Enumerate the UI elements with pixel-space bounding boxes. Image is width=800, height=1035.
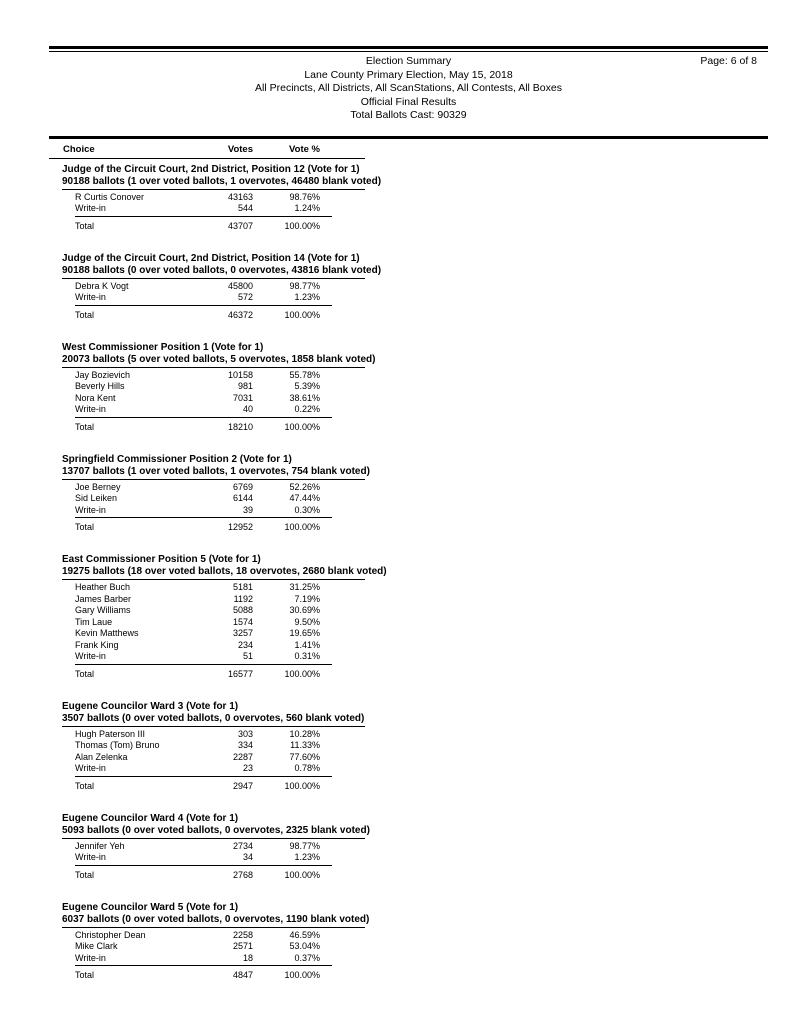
candidate-name: Write-in (75, 203, 106, 213)
contest-title: East Commissioner Position 5 (Vote for 1) (62, 554, 261, 565)
column-header-votes: Votes (227, 143, 253, 155)
candidate-vote-pct: 1.23% (294, 292, 320, 302)
candidate-name: Write-in (75, 404, 106, 414)
candidate-rows (49, 192, 768, 217)
candidate-vote-pct: 10.28% (289, 728, 320, 739)
candidate-votes: 39 (242, 504, 253, 515)
total-vote-pct: 100.00% (284, 309, 320, 320)
candidate-votes: 2571 (232, 941, 253, 951)
candidate-vote-pct: 5.39% (294, 381, 320, 391)
candidate-row (75, 393, 332, 405)
candidate-vote-pct: 1.24% (294, 203, 320, 213)
candidate-votes: 544 (237, 203, 253, 213)
candidate-vote-pct: 53.04% (289, 941, 320, 951)
total-vote-pct: 100.00% (284, 780, 320, 791)
candidate-row (75, 605, 332, 617)
total-row (75, 780, 332, 792)
candidate-votes: 5088 (232, 605, 253, 615)
total-votes: 4847 (232, 970, 253, 980)
contest-ballots-summary: 6037 ballots (0 over voted ballots, 0 overvotes, 1190 blank voted) (62, 914, 365, 928)
total-label: Total (75, 780, 95, 791)
contest-ballots-summary: 20073 ballots (5 over voted ballots, 5 overvotes, 1858 blank voted) (62, 354, 365, 368)
candidate-vote-pct: 19.65% (289, 628, 320, 638)
contest-title: Eugene Councilor Ward 5 (Vote for 1) (62, 901, 239, 913)
total-label: Total (75, 668, 95, 679)
candidate-vote-pct: 77.60% (289, 751, 320, 762)
candidate-row (75, 582, 332, 594)
candidate-row (75, 281, 332, 293)
total-votes: 2947 (232, 780, 253, 791)
candidate-vote-pct: 1.23% (294, 852, 320, 862)
contest-title: Eugene Councilor Ward 3 (Vote for 1) (62, 700, 239, 712)
candidate-votes: 10158 (227, 369, 253, 380)
candidate-votes: 2287 (232, 751, 253, 762)
candidate-name: Nora Kent (75, 392, 116, 403)
candidate-row (75, 617, 332, 629)
candidate-row (75, 763, 332, 777)
candidate-votes: 34 (242, 852, 253, 862)
candidate-votes: 18 (242, 952, 253, 963)
candidate-name: Debra K Vogt (75, 280, 129, 291)
candidate-name: Christopher Dean (75, 929, 146, 940)
contest-block (49, 164, 768, 232)
candidate-name: Gary Williams (75, 605, 131, 615)
total-row (75, 220, 332, 232)
candidate-vote-pct: 52.26% (289, 481, 320, 492)
candidate-vote-pct: 98.77% (289, 280, 320, 291)
candidate-votes: 2258 (232, 929, 253, 940)
candidate-vote-pct: 1.41% (294, 639, 320, 650)
candidate-row (75, 404, 332, 418)
candidate-vote-pct: 46.59% (289, 929, 320, 940)
total-votes: 16577 (227, 668, 253, 679)
candidate-name: Sid Leiken (75, 493, 118, 503)
candidate-row (75, 292, 332, 306)
candidate-vote-pct: 31.25% (289, 582, 320, 592)
candidate-row (75, 841, 332, 853)
total-label: Total (75, 522, 95, 532)
column-header-vote-pct: Vote % (289, 143, 320, 155)
candidate-votes: 45800 (227, 280, 253, 291)
candidate-votes: 6769 (232, 481, 253, 492)
candidate-row (75, 628, 332, 640)
candidate-name: Thomas (Tom) Bruno (75, 740, 160, 750)
candidate-name: Write-in (75, 504, 106, 515)
total-votes: 43707 (227, 220, 253, 231)
total-row (75, 668, 332, 680)
contest-ballots-summary: 90188 ballots (1 over voted ballots, 1 overvotes, 46480 blank voted) (62, 176, 365, 190)
candidate-votes: 5181 (232, 582, 253, 592)
candidate-votes: 23 (242, 763, 253, 773)
candidate-name: Jay Bozievich (75, 369, 131, 380)
total-row (75, 421, 332, 433)
candidate-rows (49, 729, 768, 777)
candidate-name: Write-in (75, 852, 106, 862)
report-header (49, 52, 768, 123)
candidate-votes: 3257 (232, 628, 253, 638)
candidate-row (75, 192, 332, 204)
contest-block (49, 253, 768, 321)
candidate-vote-pct: 11.33% (290, 740, 320, 750)
total-vote-pct: 100.00% (284, 220, 320, 231)
candidate-name: Beverly Hills (75, 381, 125, 391)
candidate-votes: 572 (237, 292, 253, 302)
contest-block (49, 342, 768, 433)
total-vote-pct: 100.00% (284, 421, 320, 432)
candidate-name: Tim Laue (75, 616, 113, 627)
candidate-row (75, 381, 332, 393)
total-row (75, 521, 332, 533)
candidate-row (75, 370, 332, 382)
total-vote-pct: 100.00% (284, 970, 320, 980)
candidate-name: Write-in (75, 292, 106, 302)
candidate-name: Jennifer Yeh (75, 840, 125, 851)
contest-title: Eugene Councilor Ward 4 (Vote for 1) (62, 812, 239, 824)
header-line-results-status: Official Final Results (360, 95, 457, 108)
page-number: Page: 6 of 8 (700, 55, 757, 67)
candidate-name: Heather Buch (75, 582, 131, 592)
total-row (75, 869, 332, 881)
candidate-row (75, 953, 332, 967)
candidate-votes: 1574 (232, 616, 253, 627)
contest-ballots-summary: 90188 ballots (0 over voted ballots, 0 overvotes, 43816 blank voted) (62, 265, 365, 279)
candidate-name: Joe Berney (75, 481, 121, 492)
candidate-rows (49, 930, 768, 967)
candidate-row (75, 594, 332, 606)
candidate-row (75, 740, 332, 752)
candidate-vote-pct: 0.78% (294, 763, 320, 773)
candidate-rows (49, 370, 768, 418)
candidate-row (75, 482, 332, 494)
total-label: Total (75, 421, 95, 432)
total-votes: 12952 (227, 522, 253, 532)
candidate-row (75, 493, 332, 505)
candidate-vote-pct: 38.61% (289, 392, 320, 403)
candidate-name: Write-in (75, 763, 106, 773)
contest-title: Springfield Commissioner Position 2 (Vote for 1) (62, 453, 292, 465)
contest-ballots-summary: 19275 ballots (18 over voted ballots, 18 overvotes, 2680 blank voted) (62, 566, 365, 580)
candidate-vote-pct: 0.31% (294, 651, 320, 661)
candidate-name: Write-in (75, 651, 106, 661)
candidate-row (75, 930, 332, 942)
candidate-row (75, 852, 332, 866)
candidate-votes: 51 (242, 651, 253, 661)
contest-ballots-summary: 3507 ballots (0 over voted ballots, 0 overvotes, 560 blank voted) (62, 713, 365, 727)
total-row (75, 309, 332, 321)
total-label: Total (75, 309, 95, 320)
contest-block (49, 902, 768, 982)
candidate-votes: 2734 (232, 840, 253, 851)
candidate-votes: 1192 (233, 593, 253, 604)
contest-block (49, 701, 768, 792)
candidate-votes: 43163 (227, 191, 253, 202)
candidate-name: Kevin Matthews (75, 628, 139, 638)
candidate-vote-pct: 47.44% (289, 493, 320, 503)
candidate-row (75, 752, 332, 764)
total-votes: 46372 (227, 309, 253, 320)
candidate-vote-pct: 98.76% (289, 191, 320, 202)
candidate-vote-pct: 7.19% (294, 593, 320, 604)
candidate-name: Hugh Paterson III (75, 728, 146, 739)
contest-title: Judge of the Circuit Court, 2nd District, Position 14 (Vote for 1) (62, 252, 360, 264)
column-header-choice: Choice (63, 143, 95, 155)
candidate-rows (49, 841, 768, 866)
total-votes: 2768 (232, 869, 253, 880)
candidate-row (75, 640, 332, 652)
candidate-vote-pct: 55.78% (289, 369, 320, 380)
contest-title: Judge of the Circuit Court, 2nd District, Position 12 (Vote for 1) (62, 163, 360, 175)
total-vote-pct: 100.00% (284, 522, 320, 532)
candidate-row (75, 941, 332, 953)
column-header-row (49, 139, 365, 159)
candidate-name: R Curtis Conover (75, 191, 145, 202)
contest-block (49, 454, 768, 534)
candidate-name: Alan Zelenka (75, 751, 128, 762)
candidate-votes: 303 (237, 728, 253, 739)
contests (49, 164, 768, 982)
candidate-votes: 7031 (232, 392, 253, 403)
candidate-row (75, 505, 332, 519)
candidate-vote-pct: 9.50% (294, 616, 320, 627)
candidate-rows (49, 482, 768, 519)
total-votes: 18210 (227, 421, 253, 432)
total-label: Total (75, 869, 95, 880)
header-line-scope: All Precincts, All Districts, All ScanStations, All Contests, All Boxes (255, 82, 562, 94)
candidate-votes: 6144 (232, 493, 253, 503)
contest-ballots-summary: 13707 ballots (1 over voted ballots, 1 overvotes, 754 blank voted) (62, 466, 365, 480)
total-label: Total (75, 970, 95, 980)
contest-ballots-summary: 5093 ballots (0 over voted ballots, 0 overvotes, 2325 blank voted) (62, 825, 365, 839)
total-label: Total (75, 220, 95, 231)
contest-title: West Commissioner Position 1 (Vote for 1) (62, 341, 264, 353)
total-vote-pct: 100.00% (284, 668, 320, 679)
candidate-vote-pct: 0.30% (294, 504, 320, 515)
candidate-votes: 334 (237, 740, 253, 750)
candidate-row (75, 651, 332, 665)
header-line-election: Lane County Primary Election, May 15, 2018 (304, 68, 513, 81)
contest-block (49, 813, 768, 881)
candidate-name: Frank King (75, 639, 119, 650)
candidate-name: James Barber (75, 593, 132, 604)
candidate-vote-pct: 0.37% (294, 952, 320, 963)
candidate-votes: 234 (237, 639, 253, 650)
candidate-vote-pct: 0.22% (294, 404, 320, 414)
contest-block (49, 554, 768, 680)
total-vote-pct: 100.00% (284, 869, 320, 880)
candidate-vote-pct: 30.69% (289, 605, 320, 615)
candidate-name: Write-in (75, 952, 106, 963)
candidate-row (75, 203, 332, 217)
header-line-title: Election Summary (365, 55, 452, 67)
candidate-rows (49, 281, 768, 306)
candidate-vote-pct: 98.77% (289, 840, 320, 851)
candidate-votes: 40 (242, 404, 253, 414)
total-row (75, 969, 332, 981)
candidate-votes: 981 (237, 381, 253, 391)
candidate-row (75, 729, 332, 741)
candidate-name: Mike Clark (75, 941, 118, 951)
header-line-total-ballots: Total Ballots Cast: 90329 (350, 109, 467, 121)
candidate-rows (49, 582, 768, 665)
